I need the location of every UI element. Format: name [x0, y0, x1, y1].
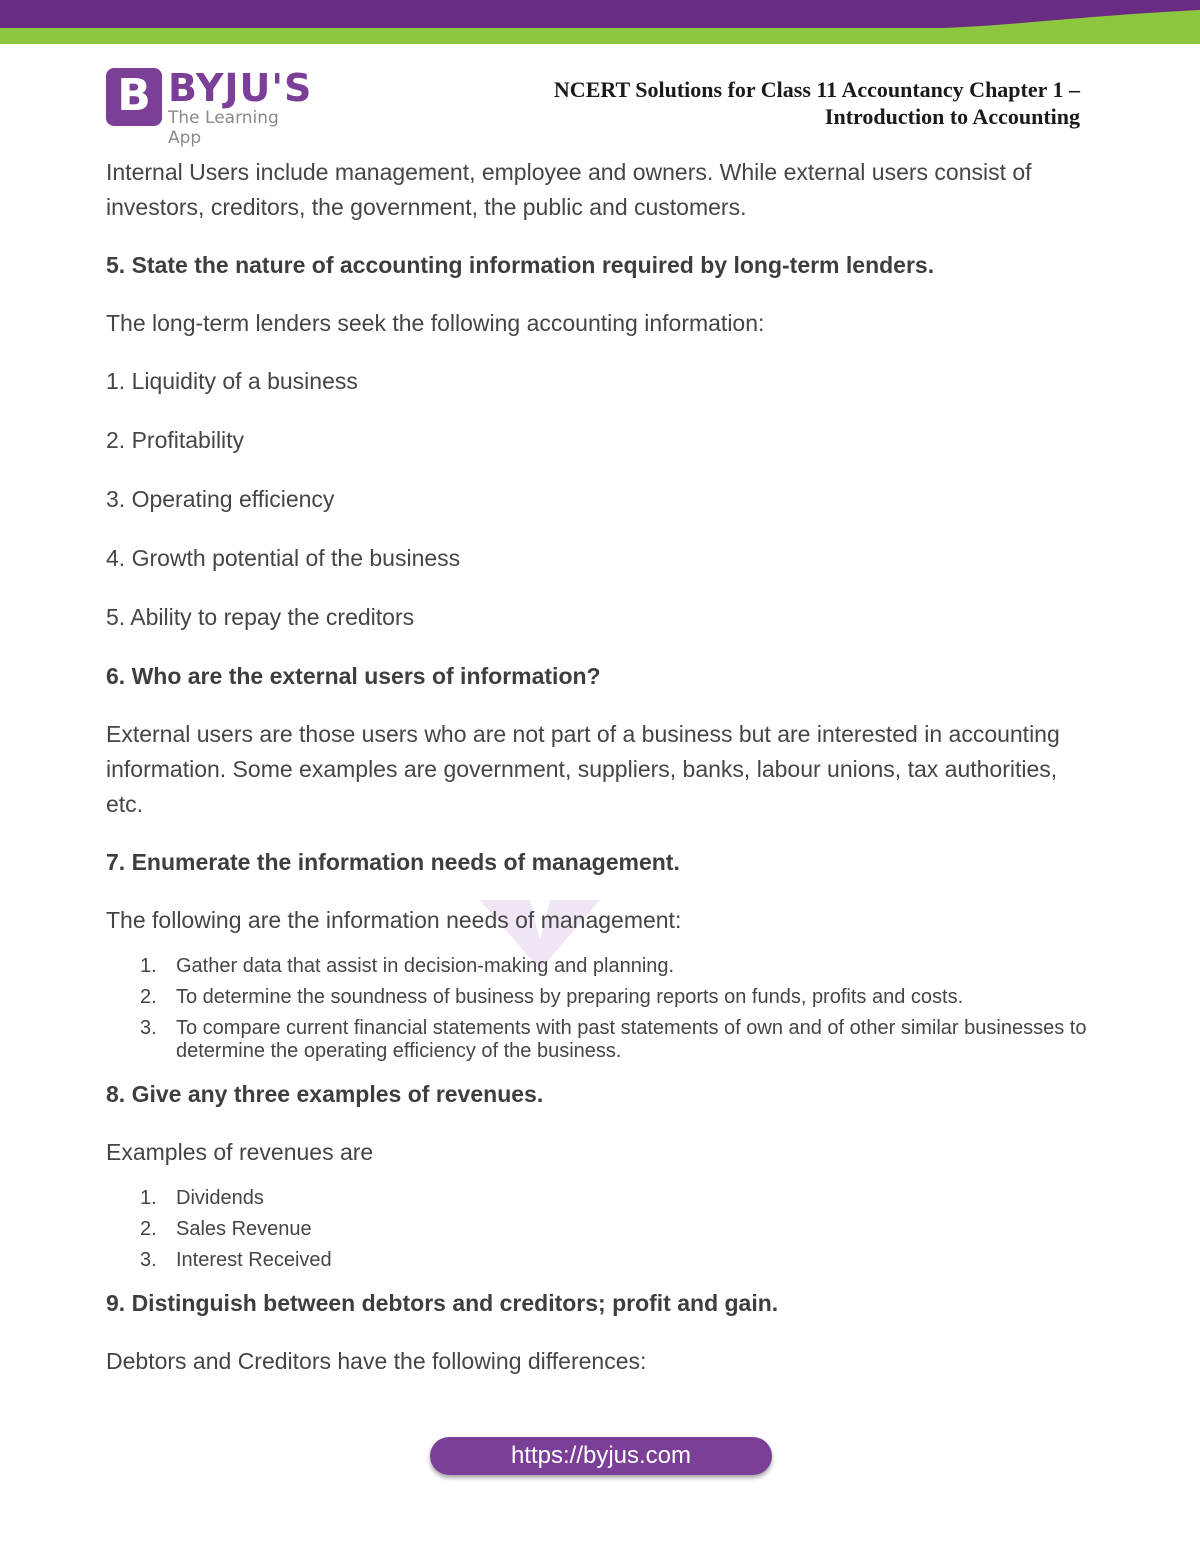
answer-6: External users are those users who are not part of a business but are interested in accounting information. Some examples are government, suppliers, banks, labour unions, tax authorities, etc. [106, 721, 1060, 817]
list-item: 1. Dividends [140, 1187, 264, 1209]
intro-paragraph: Internal Users include management, employee and owners. While external users consist of investors, creditors, the government, the public and customers. [106, 159, 1032, 220]
management-needs-list [106, 955, 1096, 1063]
header-color-band [0, 0, 1200, 44]
brand-tagline: The Learning App [168, 108, 279, 148]
logo-mark-icon [106, 68, 162, 126]
question-5: 5. State the nature of accounting information required by long-term lenders. [106, 252, 935, 278]
page-content [106, 155, 1096, 1402]
list-item: 1. Gather data that assist in decision-making and planning. [140, 955, 675, 977]
question-9: 9. Distinguish between debtors and creditors; profit and gain. [106, 1290, 779, 1316]
answer-7: The following are the information needs of management: [106, 907, 682, 933]
list-item: 5. Ability to repay the creditors [106, 604, 415, 630]
list-item: 1. Liquidity of a business [106, 368, 358, 394]
list-item: 2. Profitability [106, 427, 245, 453]
logo-mark-letter: B [117, 70, 151, 121]
list-item: 2. Sales Revenue [140, 1218, 312, 1240]
answer-5: The long-term lenders seek the following accounting information: [106, 310, 765, 336]
footer-url-link[interactable]: https://byjus.com [430, 1437, 772, 1475]
answer-8: Examples of revenues are [106, 1139, 374, 1165]
list-item: 3. Operating efficiency [106, 486, 335, 512]
list-item: 2. To determine the soundness of business by preparing reports on funds, profits and costs. [140, 986, 964, 1008]
answer-9: Debtors and Creditors have the following differences: [106, 1348, 647, 1374]
header-line-1: NCERT Solutions for Class 11 Accountancy Chapter 1 – [553, 77, 1080, 102]
document-header [554, 76, 1080, 130]
question-6: 6. Who are the external users of information? [106, 663, 601, 689]
list-item: 4. Growth potential of the business [106, 545, 461, 571]
header-line-2: Introduction to Accounting [824, 104, 1080, 129]
question-7: 7. Enumerate the information needs of management. [106, 849, 680, 875]
list-item: 3. Interest Received [140, 1249, 332, 1271]
revenue-examples-list [106, 1187, 1096, 1272]
brand-name: BYJU'S [168, 66, 313, 110]
list-item: 3. To compare current financial statements with past statements of own and of other similar businesses to determine the operating efficiency of the business. [140, 1017, 1087, 1062]
question-8: 8. Give any three examples of revenues. [106, 1081, 544, 1107]
byjus-logo [106, 66, 316, 148]
